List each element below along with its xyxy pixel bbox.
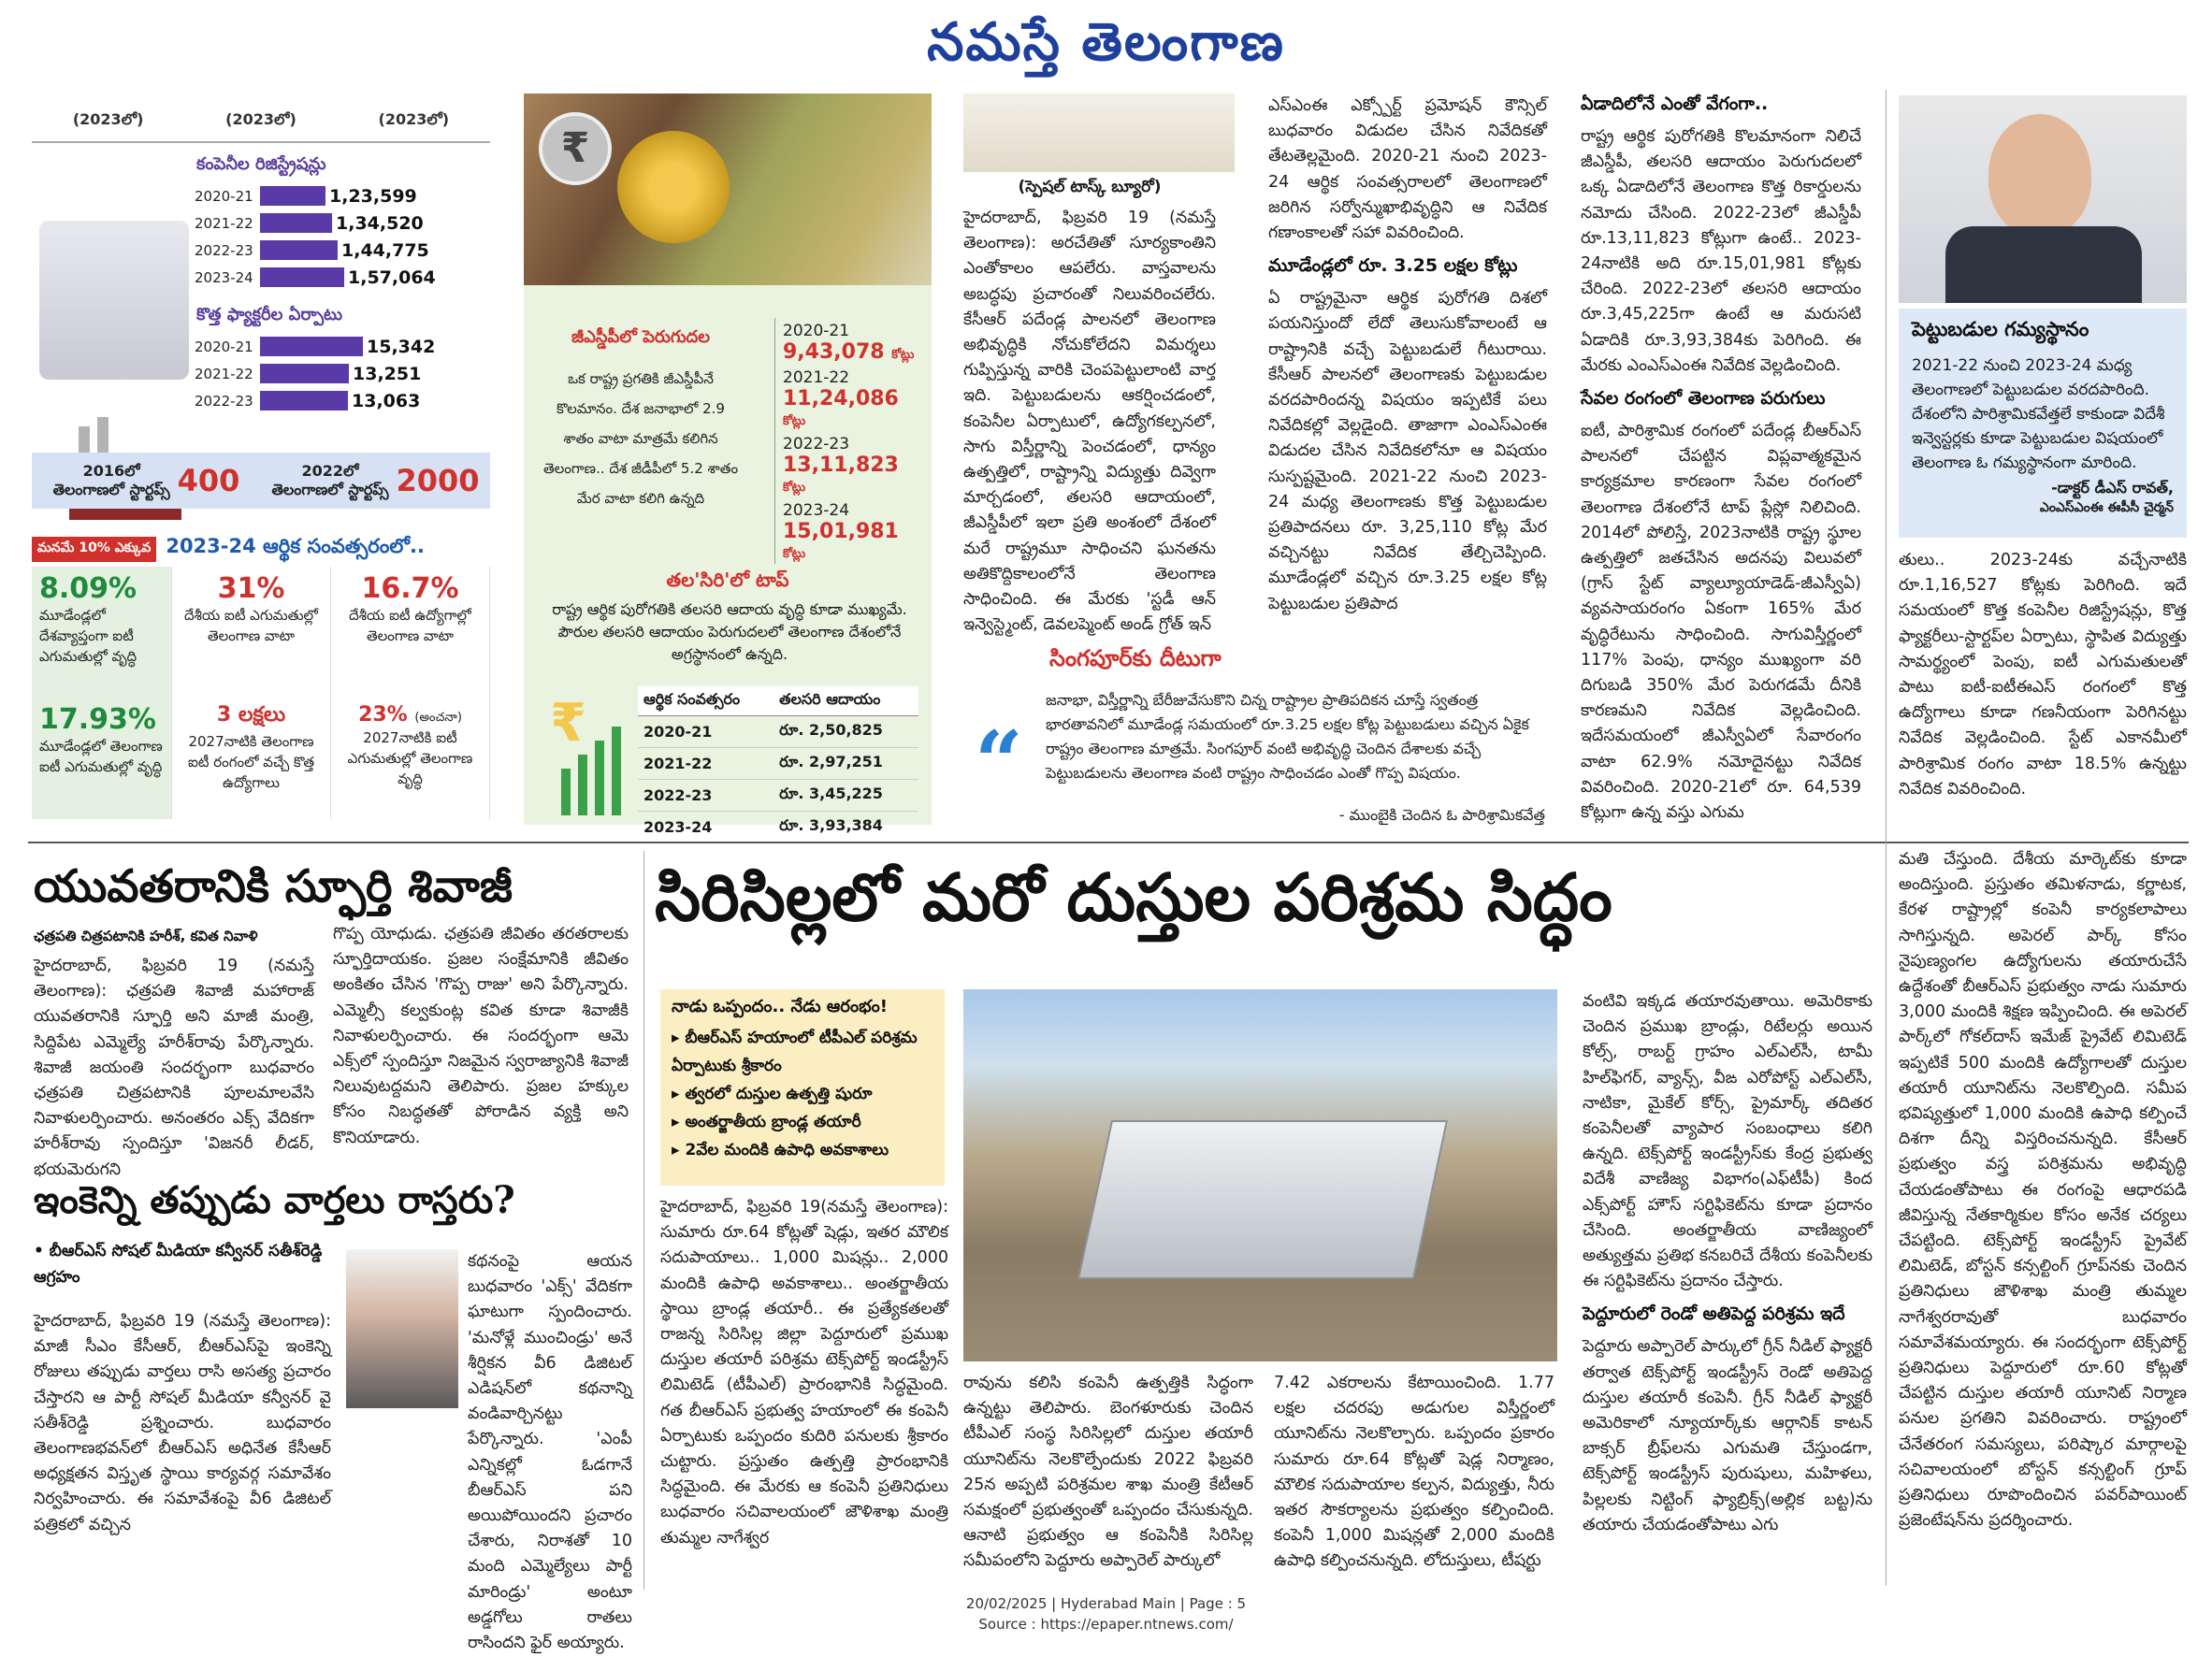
highlight-item: ▸ త్వరలో దుస్తుల ఉత్పత్తి షురూ — [672, 1085, 873, 1103]
table-cell: రూ. 3,45,225 — [773, 780, 918, 812]
gdp-title: జీఎస్డీపీలో పెరుగుదల — [571, 327, 711, 347]
stats-badge: మనమే 10% ఎక్కువ — [32, 537, 156, 562]
startups-count: 400 — [177, 463, 240, 498]
table-cell: 2020-21 — [638, 716, 773, 748]
year-label: (2023లో) — [225, 110, 296, 128]
footer-dateline: 20/02/2025 | Hyderabad Main | Page : 5 — [965, 1595, 1247, 1612]
stat-value: 17.93% — [39, 703, 156, 736]
bar-row — [195, 239, 490, 261]
startups-2022 — [261, 453, 490, 509]
article-text: తులు.. 2023-24కు వచ్చేనాటికి రూ.1,16,527 కోట్లకు పెరిగింది. ఇదే సమయంలో కొత్త కంపెనీల రిజిస్ట్రేషన్లు, కొత్త ఫ్యాక్టరీలు-స్టార్టప్‌ల ఏర్పాటు, స్థాపిత విద్యుత్తు సామర్థ్యంలో పెంపు, ఐటీ ఎగుమతులతో పాటు ఐటీ-ఐటీఈఎస్ రంగంలో కొత్త ఉద్యోగాలు కూడా గణనీయంగా పెరిగినట్టు నివేదిక వెల్లడించింది. స్టేట్ ఎకానమీలో పారిశ్రామిక రంగం వాటా 18.5% ఉన్నట్టు నివేదిక వివరించింది. — [1899, 551, 2187, 799]
gdp-label — [542, 327, 739, 513]
bar-value-label: 13,063 — [352, 390, 421, 411]
top-story-col3 — [1581, 94, 1861, 823]
article-text: ఏ రాష్ట్రమైనా ఆర్థిక పురోగతి దిశలో పయనిస్తుందో లేదో తెలుసుకోవాలంటే ఆ రాష్ట్రానికి వచ్చే పెట్టుబడులే గీటురాయి. కేసీఆర్ పాలనలో తెలంగాణకు పెట్టుబడుల వరదపారిందన్న విషయం ఇప్పటికే పలు నివేదికల్లో వెల్లడైంది. తాజాగా ఎంఎస్ఎంఈ విడుదల చేసిన నివేదికలోనూ ఆ విషయం సుస్పష్టమైంది. 2021-22 నుంచి 2023-24 మధ్య తెలంగాణకు కొత్త పెట్టుబడుల ప్రతిపాదనలు రూ. 3,25,110 కోట్ల మేర వచ్చినట్టు నివేదిక తేల్చిచెప్పింది. మూడేండ్లలో వచ్చిన రూ.3.25 లక్షల కోట్ల పెట్టుబడుల ప్రతిపాద — [1268, 289, 1547, 613]
stats-header — [32, 535, 490, 563]
subheading: మూడేండ్లలో రూ. 3.25 లక్షల కోట్లు — [1268, 255, 1518, 277]
bar-year-label: 2020-21 — [195, 187, 253, 205]
gdp-value: 13,11,823 కోట్లు — [783, 454, 899, 495]
shivaji-col2 — [333, 922, 629, 1169]
shivaji-col1 — [34, 954, 314, 1179]
gdp-year: 2023-24 — [783, 501, 850, 520]
table-cell: రూ. 2,50,825 — [773, 716, 918, 748]
speaker-photo — [346, 1249, 458, 1408]
bar-value-label: 1,44,775 — [341, 239, 429, 261]
article-text: రాష్ట్ర ఆర్థిక పురోగతికి కొలమానంగా నిలిచే జీఎస్డీపీ, తలసరి ఆదాయం పెరుగుదలలో ఒక్క ఏడాదిలోనే తెలంగాణ కొత్త రికార్డులను నమోదు చేసింది. 2022-23లో జీఎస్డీపీ రూ.13,11,823 కోట్లుగా ఉంటే.. 2023-24నాటికి అది రూ.15,01,981 కోట్లకు చేరింది. 2022-23లో తలసరి ఆదాయం రూ.3,45,225గా ఉంటే ఆ మరుసటి ఏడాదికి రూ.3,93,384కు పెరిగింది. ఈ మేరకు ఎంఎస్ఎంఈ నివేదిక వెల్లడించింది. — [1581, 127, 1861, 375]
article-text: వంటివి ఇక్కడ తయారవుతాయి. అమెరికాకు చెందిన ప్రముఖ బ్రాండ్లు, రిటేలర్లు అయిన కోల్స్, రాబర్ట్ గ్రాహం ఎల్ఎల్‌సీ, టామీ హిల్‌ఫిగర్, వ్యాన్స్, వీఙ ఎరోపోస్ట్ ఎల్‌ఎల్‌సీ, నాటికా, మైకేల్ కోర్స్, ప్రైమార్క్ తదితర కంపెనీలతో వ్యాపార సంబంధాలు కలిగి ఉన్నది. టెక్స్‌పోర్ట్ ఇండస్ట్రీస్‌కు కేంద్ర ప్రభుత్వ విదేశీ వాణిజ్య విభాగం(ఎఫ్‌టీపీ) కింద ఎక్స్‌పోర్ట్ హౌస్ సర్టిఫికెట్‌ను కూడా ప్రదానం చేసింది. అంతర్జాతీయ వాణిజ్యంలో అత్యుత్తమ ప్రతిభ కనబరిచే దేశీయ కంపెనీలకు ఈ సర్టిఫికెట్‌ను ప్రదానం చేస్తారు. — [1583, 992, 1872, 1291]
percapita-table — [638, 686, 918, 843]
headline-fake-news: ఇంకెన్ని తప్పుడు వార్తలు రాస్తరు? — [34, 1178, 515, 1222]
article-text: పెద్దూరు అప్పారెల్ పార్కులో గ్రీన్ నీడిల్ ఫ్యాక్టరీ తర్వాత టెక్స్‌పోర్ట్ ఇండస్ట్రీస్ రెండో అతిపెద్ద దుస్తుల తయారీ కంపెనీ. గ్రీన్ నీడిల్ ఫ్యాక్టరీ అమెరికాలో న్యూయార్క్‌కు ఆర్గానిక్ కాటన్ బాక్సర్ బ్రీఫ్‌లను ఎగుమతి చేస్తుండగా, టెక్స్‌పోర్ట్ ఇండస్ట్రీస్ పురుషులు, మహిళలు, పిల్లలకు నిట్టింగ్ ఫ్యాబ్రిక్స్(అల్లిక బట్ట)ను తయారు చేయడంతోపాటు ఎగు — [1583, 1337, 1872, 1534]
factories-title: కొత్త ఫ్యాక్టరీల ఏర్పాటు — [196, 305, 343, 324]
infographic-gdp — [524, 94, 932, 836]
stat-value: 16.7% — [361, 572, 459, 605]
table-row — [638, 716, 918, 748]
startups-band — [32, 453, 490, 509]
gdp-year: 2020-21 — [783, 322, 850, 340]
sidebar-role: ఎంఎస్ఎంఈ ఈపీసీ చైర్మన్ — [2039, 500, 2174, 515]
highlight-item: ▸ అంతర్జాతీయ బ్రాండ్ల తయారీ — [672, 1113, 861, 1131]
stat-cell — [32, 698, 172, 819]
bar-row — [195, 390, 490, 411]
percapita-text: రాష్ట్ర ఆర్థిక పురోగతికి తలసరి ఆదాయ వృద్ధి కూడా ముఖ్యమే. పౌరుల తలసరి ఆదాయం పెరుగుదలలో తెలంగాణ దేశంలోనే అగ్రస్థానంలో ఉన్నది. — [552, 600, 907, 663]
bar-year-label: 2023-24 — [195, 268, 253, 286]
gdp-year: 2022-23 — [783, 435, 850, 454]
startups-year: 2022లో — [301, 462, 359, 480]
masthead — [0, 0, 2212, 82]
bar-row — [195, 336, 490, 357]
stat-cell — [172, 698, 331, 819]
table-cell: రూ. 2,97,251 — [773, 748, 918, 780]
bar-year-label: 2021-22 — [195, 214, 253, 232]
bar-value-label: 1,34,520 — [336, 212, 424, 234]
bar-year-label: 2020-21 — [195, 338, 253, 355]
startups-year: 2016లో — [82, 462, 140, 480]
table-cell: రూ. 3,93,384 — [773, 812, 918, 843]
bar-row — [195, 212, 490, 234]
quote-mark-icon: “ — [975, 713, 1023, 812]
stat-value: 31% — [217, 572, 285, 605]
bar — [260, 240, 338, 260]
article-text: హైదరాబాద్, ఫిబ్రవరి 19 (నమస్తే తెలంగాణ): మాజీ సీఎం కేసీఆర్, బీఆర్ఎస్‌పై ఇంకెన్ని రోజులు తప్పుడు వార్తలు రాసి అసత్య ప్రచారం చేస్తారని ఆ పార్టీ సోషల్ మీడియా కన్వీనర్ వై సతీశ్‌రెడ్డి ప్రశ్నించారు. బుధవారం తెలంగాణభవన్‌లో బీఆర్ఎస్ అధినేత కేసీఆర్ అధ్యక్షతన విస్తృత స్థాయి కార్యవర్గ సమావేశం నిర్వహించారు. ఈ సమావేశంపై వీ6 డిజిటల్ పత్రికలో వచ్చిన — [34, 1312, 331, 1534]
bar-year-label: 2022-23 — [195, 392, 253, 410]
table-cell: 2021-22 — [638, 748, 773, 780]
headline-sircilla: సిరిసిల్లలో మరో దుస్తుల పరిశ్రమ సిద్ధం — [655, 858, 1612, 936]
bar-row — [195, 185, 490, 207]
svg-text:₹: ₹ — [550, 693, 586, 754]
footer-source: Source : https://epaper.ntnews.com/ — [978, 1616, 1234, 1633]
bar-year-label: 2021-22 — [195, 365, 253, 382]
factory-roof — [1077, 1120, 1448, 1279]
column-divider — [643, 851, 644, 1590]
portrait-photo — [1899, 95, 2187, 303]
gdp-text: ఒక రాష్ట్ర ప్రగతికి జీఎస్డీపీనే కొలమానం. దేశ జనాభాలో 2.9 శాతం వాటా మాత్రమే కలిగిన తెలంగాణ.. దేశ జీడీపీలో 5.2 శాతం మేర వాటా కలిగి ఉన్నది — [542, 370, 739, 507]
bar-value-label: 15,342 — [367, 336, 436, 357]
bullet-point: • బీఆర్ఎస్ సోషల్ మీడియా కన్వీనర్ సతీశ్‌రెడ్డి ఆగ్రహం — [34, 1242, 323, 1287]
sidebar-title: పెట్టుబడుల గమ్యస్థానం — [1912, 318, 2089, 340]
stat-cell — [172, 567, 331, 698]
leaf-photo — [963, 94, 1235, 172]
table-row — [638, 748, 918, 780]
stamp-illustration — [39, 221, 189, 380]
year-label: (2023లో) — [378, 110, 450, 128]
quote-box — [975, 645, 1545, 832]
subheading: ఏడాదిలోనే ఎంతో వేగంగా.. — [1581, 94, 1769, 114]
top-story-col4 — [1899, 548, 2187, 828]
bar — [260, 337, 363, 356]
table-cell: 2022-23 — [638, 780, 773, 812]
stat-desc: 2027నాటికి ఐటీ ఎగుమతుల్లో తెలంగాణ వృద్ధి — [347, 729, 473, 787]
registrations-title: కంపెనీల రిజిస్ట్రేషన్లు — [196, 154, 326, 174]
startups-label: తెలంగాణలో స్టార్టప్స్ — [271, 481, 389, 498]
subheading: సేవల రంగంలో తెలంగాణ పరుగులు — [1581, 388, 1826, 410]
page-footer — [0, 1593, 2212, 1634]
article-text: కథనంపై ఆయన బుధవారం 'ఎక్స్' వేదికగా ఘాటుగా స్పందించారు. 'మనోళ్లే ముంచిండ్రు' అనే శీర్షికన వీ6 డిజిటల్ ఎడిషన్‌లో కథనాన్ని వండివార్చినట్టు పేర్కొన్నారు. 'ఎంపీ ఎన్నికల్లో ఓడగానే బీఆర్ఎస్ పని అయిపోయిందని ప్రచారం చేశారు, నిరాశతో 10 మంది ఎమ్మెల్యేలు పార్టీ మారిండ్రు' అంటూ అడ్డగోలు రాతలు రాసిందని ఫైర్ అయ్యారు. — [468, 1252, 632, 1653]
bar — [260, 267, 344, 287]
gdp-values — [774, 318, 924, 564]
table-header: ఆర్థిక సంవత్సరం — [638, 686, 773, 716]
stat-desc: దేశీయ ఐటీ ఎగుమతుల్లో తెలంగాణ వాటా — [184, 607, 318, 644]
stat-value: 8.09% — [39, 572, 137, 605]
article-text: రావును కలిసి కంపెనీ ఉత్పత్తికి సిద్ధంగా ఉన్నట్టు తెలిపారు. బెంగళూరుకు చెందిన టీపీఎల్ సంస్థ సిరిసిల్లలో దుస్తుల తయారీ యూనిట్‌ను నెలకొల్పేందుకు 2022 ఫిబ్రవరి 25న అప్పటి పరిశ్రమల శాఖ మంత్రి కేటీఆర్ సమక్షంలో ప్రభుత్వంతో ఒప్పందం చేసుకున్నది. ఆనాటి ప్రభుత్వం ఆ కంపెనీకి సిరిసిల్ల సమీపంలోని పెద్దూరు అప్పారెల్ పార్కులో — [963, 1374, 1253, 1571]
stat-value: 23% — [358, 703, 408, 727]
table-row — [638, 780, 918, 812]
year-labels — [32, 90, 490, 143]
table-header: తలసరి ఆదాయం — [773, 686, 918, 716]
stat-desc: 2027నాటికి తెలంగాణ ఐటీ రంగంలో వచ్చే కొత్త ఉద్యోగాలు — [187, 733, 315, 791]
section-divider — [28, 842, 2189, 843]
highlight-box — [660, 989, 945, 1186]
subheadline: ఛత్రపతి చిత్రపటానికి హరీశ్, కవిత నివాళి — [34, 928, 258, 944]
stats-heading: 2023-24 ఆర్థిక సంవత్సరంలో.. — [166, 535, 425, 557]
subheading: పెద్దూరులో రెండో అతిపెద్ద పరిశ్రమ ఇదే — [1583, 1303, 1845, 1325]
bar — [260, 364, 349, 383]
portrait-face — [1988, 114, 2091, 236]
bar-value-label: 1,57,064 — [348, 266, 436, 288]
column-divider — [1886, 90, 1887, 1586]
sidebar-attribution: -డాక్టర్ డీఎస్ రావత్, — [2051, 479, 2174, 497]
table-row — [638, 812, 918, 843]
startups-count: 2000 — [396, 463, 480, 498]
article-text: 7.42 ఎకరాలను కేటాయించింది. 1.77 లక్షల చదరపు అడుగుల విస్తీర్ణంలో యూనిట్‌ను నెలకొల్పారు. ఒప్పందం ప్రకారం సుమారు రూ.64 కోట్లతో షెడ్ల నిర్మాణం, మౌలిక సదుపాయాల కల్పన, విద్యుత్తు, నీరు ఇతర సౌకర్యాలను ప్రభుత్వం కల్పించింది. కంపెనీ 1,000 మిషన్లతో 2,000 మందికి ఉపాధి కల్పించనున్నది. లోదుస్తులు, టీషర్టు — [1274, 1374, 1554, 1571]
stat-value: 3 లక్షలు — [216, 703, 286, 727]
sircilla-col3 — [1274, 1371, 1554, 1588]
stat-desc: మూడేండ్లలో దేశవ్యాప్తంగా ఐటీ ఎగుమతుల్లో వృద్ధి — [39, 607, 137, 665]
article-text: మతి చేస్తుంది. దేశీయ మార్కెట్‌కు కూడా అందిస్తుంది. ప్రస్తుతం తమిళనాడు, కర్ణాటక, కేరళ రాష్ట్రాల్లో కంపెనీ కార్యకలాపాలు సాగిస్తున్నది. అపెరల్ పార్క్ కోసం నైపుణ్యంగల ఉద్యోగులను తయారుచేసే ఉద్దేశంతో బీఆర్ఎస్ ప్రభుత్వం నాడు సుమారు 3,000 మందికి శిక్షణ ఇప్పించింది. ఈ అపెరల్ పార్క్‌లో గోకల్‌దాస్ ఇమేజ్ ప్రైవేట్ లిమిటెడ్ ఇప్పటికే 500 మందికి ఉద్యోగాలతో దుస్తుల తయారీ యూనిట్‌ను నెలకొల్పింది. సమీప భవిష్యత్తులో 1,000 మందికి ఉపాధి కల్పించే దిశగా దీన్ని విస్తరించనున్నది. కేసీఆర్ ప్రభుత్వం వస్త్ర పరిశ్రమను అభివృద్ధి చేయడంతోపాటు ఈ రంగంపై ఆధారపడి జీవిస్తున్న నేతకార్మికుల కోసం అనేక చర్యలు చేపట్టింది. టెక్స్‌పోర్ట్ ఇండస్ట్రీస్ ప్రైవేట్ లిమిటెడ్, బోస్టన్ కన్సల్టింగ్ గ్రూప్‌నకు చెందిన ప్రతినిధులు జౌళిశాఖ మంత్రి తుమ్మల నాగేశ్వరరావుతో బుధవారం సమావేశమయ్యారు. ఈ సందర్భంగా టెక్స్‌పోర్ట్ ప్రతినిధులు పెద్దూరులో రూ.60 కోట్లతో చేపట్టిన దుస్తుల తయారీ యూనిట్ నిర్మాణ పనుల ప్రగతిని వివరించారు. రాష్ట్రంలో చేనేతరంగ సమస్యలు, పరిష్కార మార్గాలపై సచివాలయంలో బోస్టన్ కన్సల్టింగ్ గ్రూప్ ప్రతినిధులు రూపొందించిన పవర్‌పాయింట్ ప్రజెంటేషన్‌ను ప్రదర్శించారు. — [1899, 850, 2187, 1531]
highlight-item: ▸ బీఆర్ఎస్ హయాంలో టీపీఎల్ పరిశ్రమ ఏర్పాటుకు శ్రీకారం — [672, 1029, 918, 1075]
article-text: హైదరాబాద్, ఫిబ్రవరి 19 (నమస్తే తెలంగాణ): అరచేతితో సూర్యకాంతిని ఎంతోకాలం ఆపలేరు. వాస్తవాలను అబద్ధపు ప్రచారంతో నిలువరించలేరు. కేసీఆర్ పదేండ్ల పాలనలో తెలంగాణ అభివృద్ధికి నోచుకోలేదని విమర్శలు గుప్పిస్తున్న వారికి చెంపపెట్టులాంటి వార్త ఇది. పెట్టుబడులను ఆకర్షించడంలో, కంపెనీల ఏర్పాటులో, ఉద్యోగకల్పనలో, సాగు విస్తీర్ణాన్ని పెంచడంలో, ధాన్యం ఉత్పత్తిలో, రాష్ట్రాన్ని విద్యుత్తు దివ్వెగా మార్చడంలో, తలసరి ఆదాయంలో, జీఎస్డీపీలో ఇలా ప్రతి అంశంలో దేశంలో మరే రాష్ట్రమూ సాధించని ఘనతను అతికొద్దికాలంలోనే తెలంగాణ సాధించింది. ఈ మేరకు 'స్టడీ ఆన్ ఇన్వెస్ట్మెంట్, డెవలప్మెంట్ అండ్ గ్రోత్ ఇన్ — [963, 209, 1216, 635]
article-text: ఎస్ఎంఈ ఎక్స్పోర్ట్ ప్రమోషన్ కౌన్సిల్ బుధవారం విడుదల చేసిన నివేదికతో తేటతెల్లమైంది. 2020-21 నుంచి 2023-24 ఆర్థిక సంవత్సరాలలో తెలంగాణలో జరిగిన సర్వోన్ముఖాభివృద్ధిని ఆ నివేదిక గణాంకాలతో సహా వివరించింది. — [1268, 96, 1547, 243]
startups-label: తెలంగాణలో స్టార్టప్స్ — [52, 481, 170, 498]
bar-value-label: 13,251 — [353, 363, 422, 384]
bar-row — [195, 363, 490, 384]
farmer-photo — [524, 94, 932, 285]
bar-row — [195, 266, 490, 288]
year-label: (2023లో) — [72, 110, 144, 128]
quote-sidebar — [1899, 309, 2187, 538]
quote-text: జనాభా, విస్తీర్ణాన్ని బేరీజువేసుకొని చిన్న రాష్ట్రాల ప్రాతిపదికన చూస్తే స్వతంత్ర భారతావనిలో మూడేండ్ల సమయంలో రూ.3.25 లక్షల కోట్ల పెట్టుబడులు వచ్చిన ఏకైక రాష్ట్రం తెలంగాణ మాత్రమే. సింగపూర్ వంటి అభివృద్ధి చెందిన దేశాలకు వచ్చే పెట్టుబడులను తెలంగాణ వంటి రాష్ట్రం సాధించడం ఎంతో గొప్ప విషయం. — [1046, 691, 1529, 782]
stat-note: (అంచనా) — [414, 711, 462, 725]
bar-value-label: 1,23,599 — [329, 185, 417, 207]
sircilla-col2 — [963, 1371, 1253, 1588]
startups-2016 — [32, 453, 261, 509]
top-story-col2 — [1268, 94, 1547, 636]
stat-cell — [331, 698, 490, 819]
stat-desc: మూడేండ్లలో తెలంగాణ ఐటీ ఎగుమతుల్లో వృద్ధి — [39, 738, 163, 775]
article-text: హైదరాబాద్, ఫిబ్రవరి 19(నమస్తే తెలంగాణ): సుమారు రూ.64 కోట్లతో షెడ్లు, ఇతర మౌలిక సదుపాయాలు.. 1,000 మిషన్లు.. 2,000 మందికి ఉపాధి అవకాశాలు.. అంతర్జాతీయ స్థాయి బ్రాండ్ల తయారీ.. ఈ ప్రత్యేకతలతో రాజన్న సిరిసిల్ల జిల్లా పెద్దూరులో ప్రముఖ దుస్తుల తయారీ పరిశ్రమ టెక్స్‌పోర్ట్ ఇండస్ట్రీస్ లిమిటెడ్ (టీపీఎల్) ప్రారంభానికి సిద్ధమైంది. గత బీఆర్ఎస్ ప్రభుత్వ హయాంలో ఈ కంపెనీ ఏర్పాటుకు ఒప్పందం కుదిరి పనులకు శ్రీకారం చుట్టారు. ప్రస్తుతం ఉత్పత్తి ప్రారంభానికి సిద్ధమైంది. ఈ మేరకు ఆ కంపెనీ ప్రతినిధులు బుధవారం సచివాలయంలో జౌళిశాఖ మంత్రి తుమ్మల నాగేశ్వర — [660, 1198, 948, 1548]
gdp-value: 9,43,078 కోట్లు — [783, 340, 915, 364]
rupee-icon: ₹ — [539, 112, 612, 185]
sircilla-col5 — [1899, 847, 2187, 1588]
fake-news-col2 — [468, 1249, 632, 1653]
article-text: గొప్ప యోధుడు. ఛత్రపతి జీవితం తరతరాలకు స్ఫూర్తిదాయకం. ప్రజల సంక్షేమానికి జీవితం అంకితం చేసిన 'గొప్ప రాజు' అని పేర్కొన్నారు. ఎమ్మెల్సీ కల్వకుంట్ల కవిత కూడా శివాజీకి నివాళులర్పించారు. ఈ సందర్భంగా ఆమె ఎక్స్‌లో స్పందిస్తూ నిజమైన స్వరాజ్యానికి శివాజీ నిలువుటద్దమని తెలిపారు. ప్రజల హక్కుల కోసం నిబద్ధతతో పోరాడిన వ్యక్తి అని కొనియాడారు. — [333, 925, 629, 1147]
newspaper-title: నమస్తే తెలంగాణ — [927, 11, 1285, 73]
rupee-growth-icon — [542, 684, 636, 815]
percapita-title: తల'సిరి'లో టాప్ — [666, 569, 789, 591]
quote-attribution: - ముంబైకి చెందిన ఓ పారిశ్రామికవేత్త — [1338, 806, 1545, 824]
bar — [260, 391, 348, 410]
infographic-left — [32, 90, 490, 828]
bar — [260, 186, 325, 206]
gdp-year: 2021-22 — [783, 368, 850, 387]
gdp-value: 11,24,086 కోట్లు — [783, 387, 899, 428]
bar-year-label: 2022-23 — [195, 241, 253, 259]
article-text: ఐటీ, పారిశ్రామిక రంగంలో పదేండ్ల బీఆర్ఎస్ పాలనలో చేపట్టిన విప్లవాత్మకమైన కార్యక్రమాల కారణంగా సేవల రంగంలో తెలంగాణ దేశంలోనే టాప్ ప్లేస్లో నిలిచింది. 2014లో పోలిస్తే, 2023నాటికి రాష్ట్ర స్థూల ఉత్పత్తిలో జతచేసిన అదనపు విలువలో (గ్రాస్ స్టేట్ వ్యాల్యూయాడెడ్-జీఎస్వీఏ) వ్యవసాయరంగం ఏకంగా 165% మేర వృద్ధిరేటును సాధించింది. సాగువిస్తీర్ణంలో 117% పెంపు, ధాన్యం ముఖ్యంగా వరి దిగుబడి 350% మేర పెరుగడమే దీనికి కారణమని నివేదిక వెల్లడించింది. ఇదేసమయంలో జీఎస్వీఏలో సేవారంగం వాటా 62.9% నమోదైనట్టు నివేదిక వివరించింది. 2020-21లో రూ. 64,539 కోట్లుగా ఉన్న వస్తు ఎగుమ — [1581, 422, 1861, 823]
article-text: హైదరాబాద్, ఫిబ్రవరి 19 (నమస్తే తెలంగాణ): ఛత్రపతి శివాజీ మహారాజ్ యువతరానికి స్ఫూర్తి అని మాజీ మంత్రి, సిద్దిపేట ఎమ్మెల్యే హరీశ్‌రావు పేర్కొన్నారు. శివాజీ జయంతి సందర్భంగా బుధవారం ఛత్రపతి చిత్రపటానికి పూలమాలవేసి నివాళులర్పించారు. అనంతరం ఎక్స్ వేదికగా హరీశ్‌రావు స్పందిస్తూ 'విజనరీ లీడర్, భయమెరుగని — [34, 957, 314, 1179]
gdp-value: 15,01,981 కోట్లు — [783, 520, 899, 561]
portrait-suit — [1945, 226, 2142, 303]
bar — [260, 213, 332, 233]
headline-shivaji: యువతరానికి స్ఫూర్తి శివాజీ — [34, 860, 513, 913]
stat-cell — [331, 567, 490, 698]
sircilla-col1 — [660, 1195, 948, 1588]
stat-cell — [32, 567, 172, 698]
factory-aerial-photo — [963, 989, 1557, 1361]
quote-title: సింగపూర్‌కు దీటుగా — [1049, 645, 1222, 671]
stat-desc: దేశీయ ఐటీ ఉద్యోగాల్లో తెలంగాణ వాటా — [349, 607, 471, 644]
highlight-title: నాడు ఒప్పందం.. నేడు ఆరంభం! — [672, 997, 888, 1016]
table-cell: 2023-24 — [638, 812, 773, 843]
fake-news-col1 — [34, 1309, 331, 1590]
sircilla-col4 — [1583, 989, 1872, 1588]
sidebar-text: 2021-22 నుంచి 2023-24 మధ్య తెలంగాణలో పెట్టుబడుల వరదపారింది. దేశంలోని పారిశ్రామికవేత్తలే కాకుండా విదేశీ ఇన్వెస్టర్లకు కూడా పెట్టుబడుల విషయంలో తెలంగాణ ఓ గమ్యస్థానంగా మారింది. — [1912, 356, 2165, 472]
byline: (స్పెషల్ టాస్క్ బ్యూరో) — [1018, 178, 1162, 196]
coins-illustration — [617, 131, 730, 243]
stats-grid — [32, 567, 490, 819]
highlight-item: ▸ 2వేల మందికి ఉపాధి అవకాశాలు — [672, 1141, 889, 1159]
